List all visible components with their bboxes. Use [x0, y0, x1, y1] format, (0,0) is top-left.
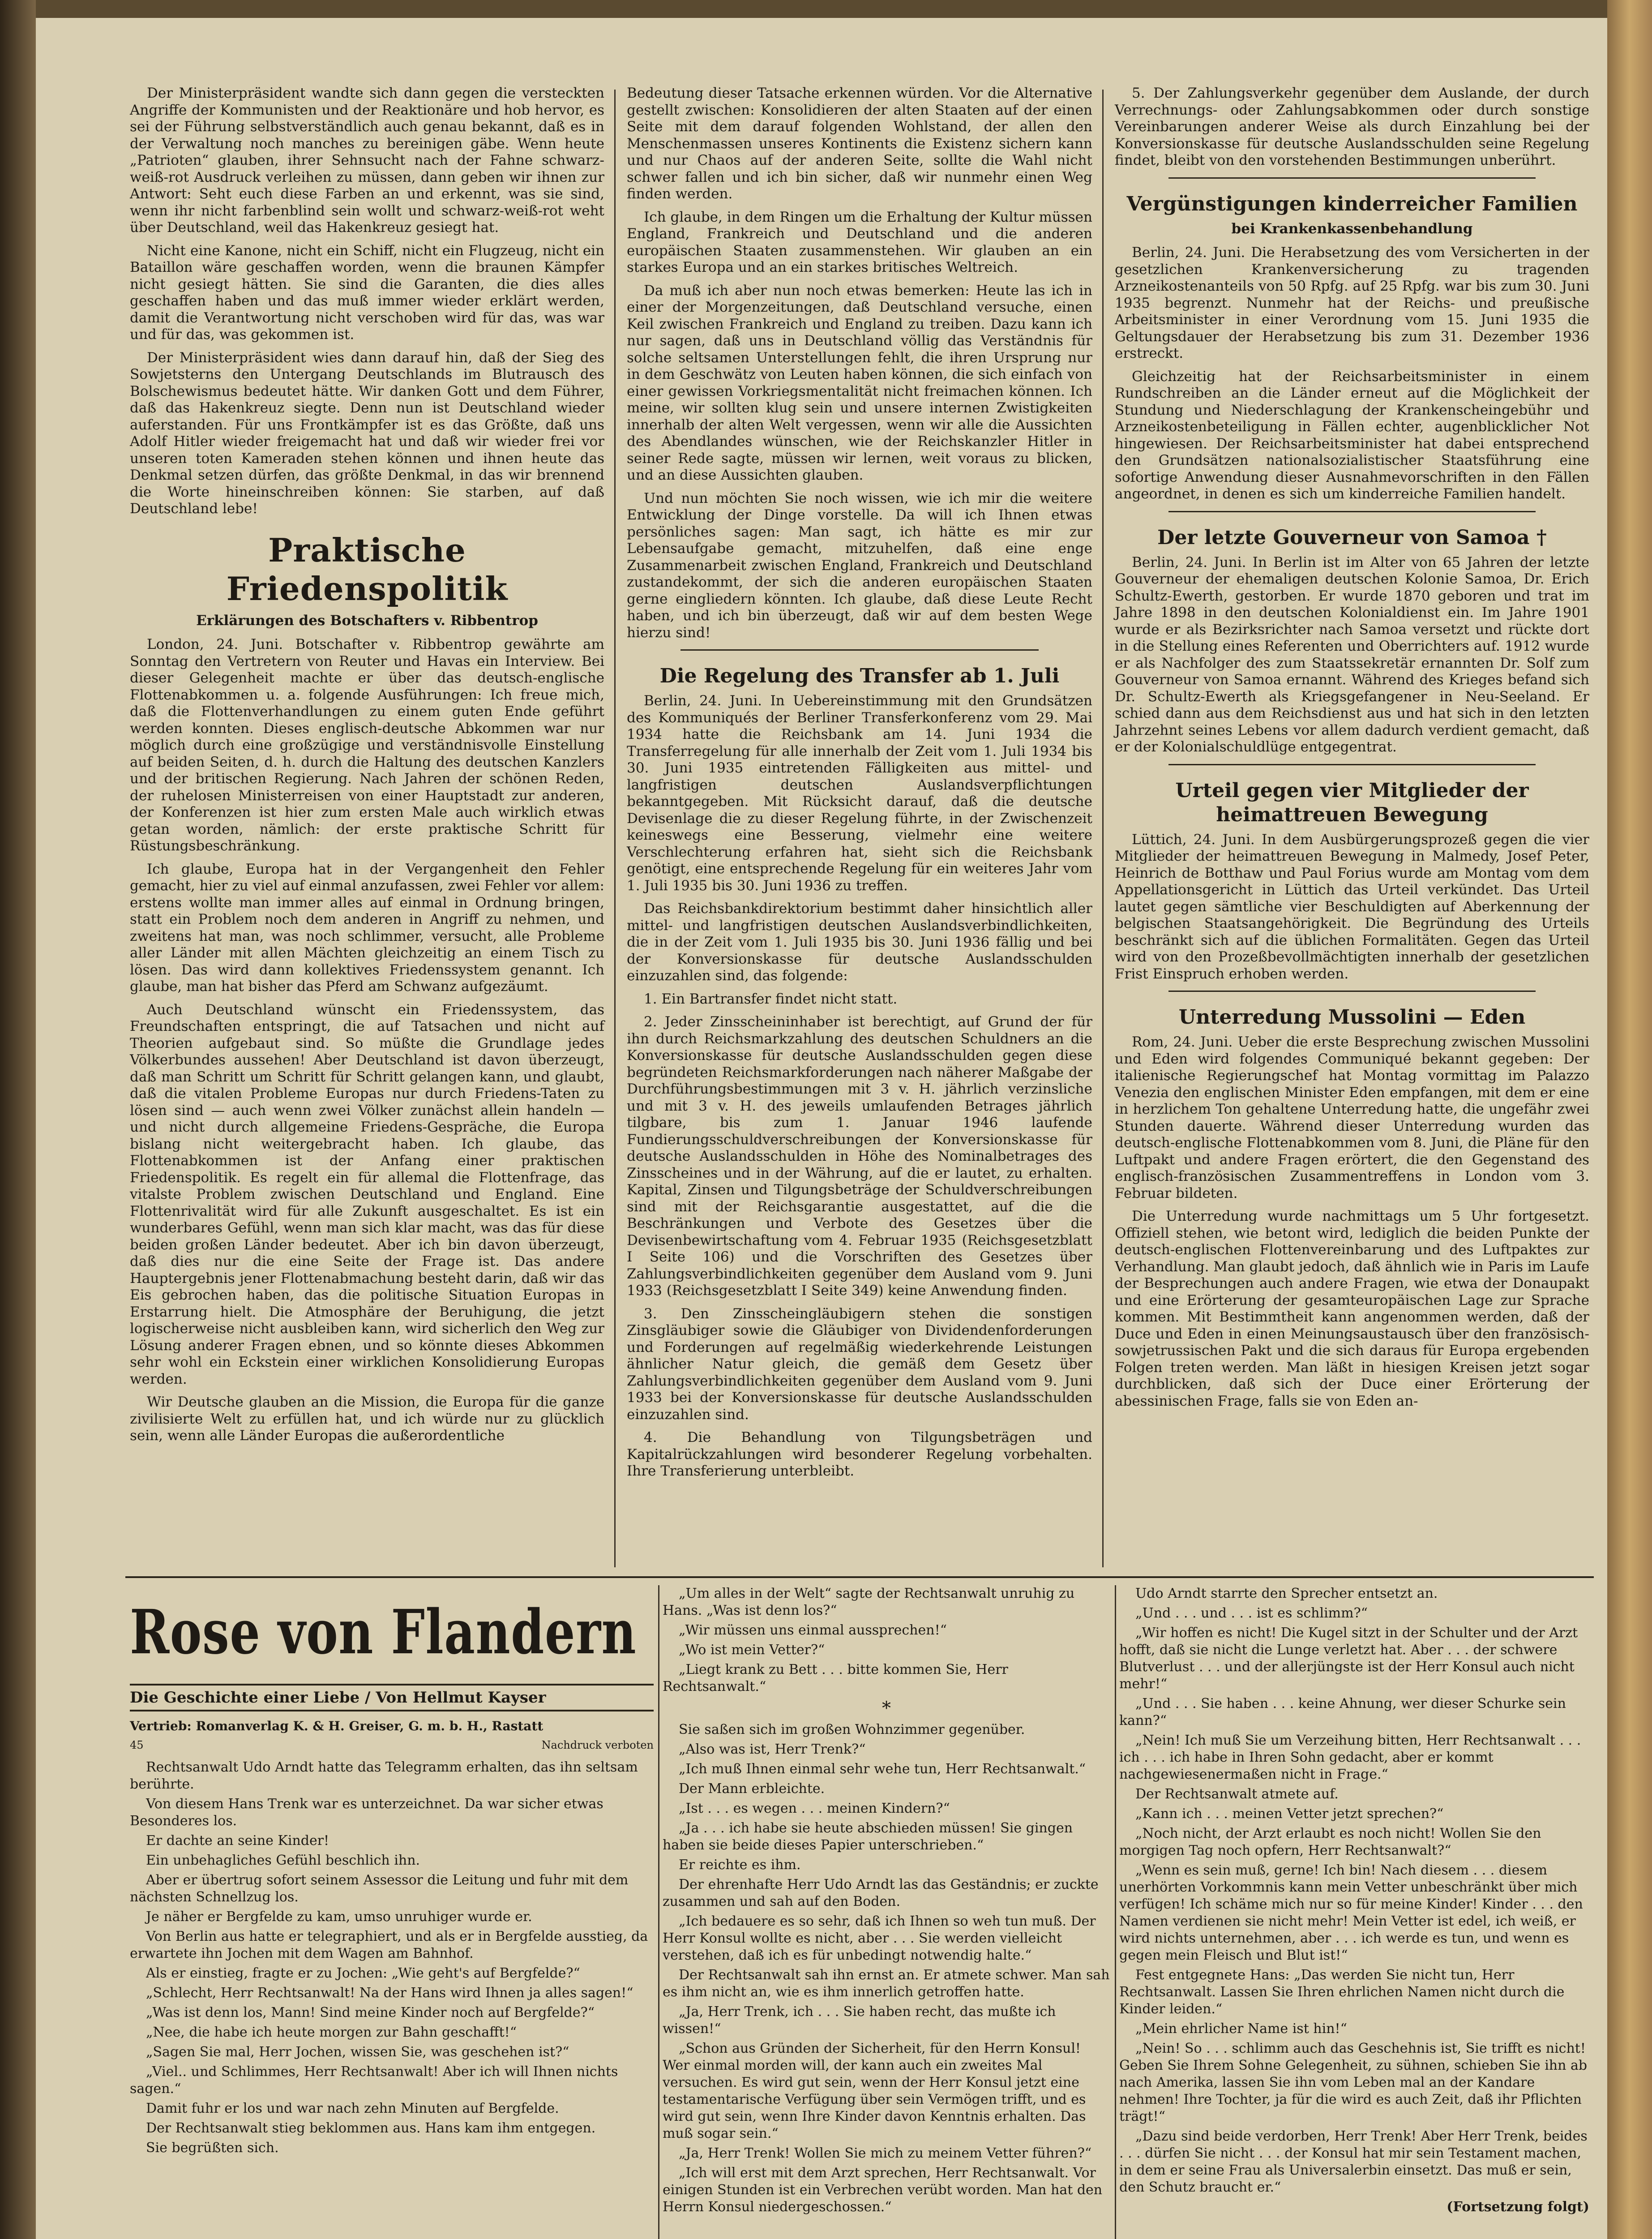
paragraph: 1. Ein Bartransfer findet nicht statt. [644, 991, 898, 1007]
section-rule [125, 1576, 1594, 1578]
paragraph: „Dazu sind beide verdorben, Herr Trenk! Aber Herr Trenk, beides . . . dürfen Sie nicht . . . der Konsul hat mir sein Testament machen, in dem er seine Frau als Universalerbin einsetzt. Das muß er sein, den Schutz braucht er.“ [1119, 2128, 1588, 2195]
paragraph: 3. Den Zinsscheingläubigern stehen die sonstigen Zinsgläubiger sowie die Gläubiger von Dividendenforderungen und Forderungen auf regelmäßig wiederkehrende Leistungen ähnlicher Natur gleich, die gemäß dem Gesetz über Zahlungsverbindlichkeiten gegenüber dem Ausland vom 9. Juni 1933 bei der Konversionskasse für deutsche Auslandsschulden einzuzahlen sind. [627, 1305, 1092, 1423]
paragraph: „Sagen Sie mal, Herr Jochen, wissen Sie, was geschehen ist?“ [146, 2044, 569, 2060]
paragraph: Aber er übertrug sofort seinem Assessor die Leitung und fuhr mit dem nächsten Schnellzug los. [130, 1872, 629, 1905]
page-edge [1607, 0, 1652, 2239]
headline: Der letzte Gouverneur von Samoa † [1157, 526, 1547, 549]
continued-note: (Fortsetzung folgt) [1447, 2199, 1589, 2215]
paragraph: „Ja, Herr Trenk, ich . . . Sie haben recht, das mußte ich wissen!“ [663, 2004, 1056, 2037]
paragraph: „Ja, Herr Trenk! Wollen Sie mich zu meinem Vetter führen?“ [679, 2145, 1092, 2161]
paragraph: Ich glaube, in dem Ringen um die Erhaltung der Kultur müssen England, Frankreich und Deutschland und die anderen europäischen Staaten zusammenstehen. Wir glauben an ein starkes Europa und an ein starkes britisches Weltreich. [627, 209, 1092, 275]
publisher-line: Vertrieb: Romanverlag K. & H. Greiser, G. m. b. H., Rastatt [130, 1719, 544, 1733]
paragraph: „Ist . . . es wegen . . . meinen Kindern?“ [679, 1801, 950, 1816]
paragraph: Da muß ich aber nun noch etwas bemerken: Heute las ich in einer der Morgenzeitungen, daß Deutschland versuche, einen Keil zwischen Frankreich und England zu treiben. Dazu kann ich nur sagen, daß uns in Deutschland völlig das Verständnis für solche seltsamen Unterstellungen fehlt, die ihren Ursprung nur in dem Geschwätz von Leuten haben können, die sich einfach von einer gewissen Vorkriegsmentalität nicht freimachen können. Ich meine, wir sollten klug sein und unsere internen Zwistigkeiten innerhalb der alten Welt vergessen, wenn wir alle die Aussichten des Abendlandes wünschen, wie der Reichskanzler Hitler in seiner Rede sagte, müssen wir lernen, weit voraus zu blicken, und an diese Aussichten glauben. [627, 282, 1092, 483]
paragraph: Sie saßen sich im großen Wohnzimmer gegenüber. [679, 1722, 1025, 1737]
newspaper-page [36, 18, 1607, 2239]
headline: Praktische Friedenspolitik [226, 531, 508, 608]
paragraph: Lüttich, 24. Juni. In dem Ausbürgerungsprozeß gegen die vier Mitglieder der heimattreuen Bewegung in Malmedy, Josef Peter, Heinrich de Botthaw und Paul Forius wurde am Montag vom dem Appellationsgericht in Lüttich das Urteil verkündet. Das Urteil lautet gegen sämtliche vier Beschuldigten auf Aberkennung der belgischen Staatsangehörigkeit. Die Begründung des Urteils beschränkt sich auf die üblichen Formalitäten. Gegen das Urteil wird von den Prozeßbevollmächtigten innerhalb der gesetzlichen Frist Einspruch erhoben werden. [1115, 831, 1589, 982]
paragraph: „Nein! Ich muß Sie um Verzeihung bitten, Herr Rechtsanwalt . . . ich . . . ich habe in Ihren Sohn gedacht, aber er kommt nachgewiesenermaßen nicht in Frage.“ [1119, 1733, 1581, 1782]
column-3 [1115, 85, 1589, 1572]
column-2 [627, 85, 1092, 1572]
paragraph: 2. Jeder Zinsscheininhaber ist berechtigt, auf Grund der für ihn durch Reichsmarkzahlung des deutschen Schuldners an die Konversionskasse für deutsche Auslandsschulden gegen diese begründeten Reichsmarkforderungen nach näherer Maßgabe der Durchführungsbestimmungen mit 3 v. H. jährlich verzinsliche und mit 3 v. H. des jeweils umlaufenden Betrages jährlich tilgbare, bis zum 1. Januar 1946 laufende Fundierungsschuldverschreibungen der Konversionskasse für deutsche Auslandsschulden in Höhe des Nominalbetrages des Zinsscheines und in der Währung, auf die er lautet, zu erhalten. Kapital, Zinsen und Tilgungsbeträge der Schuldverschreibungen sind mit der Reichsgarantie ausgestattet, auf die die Beschränkungen und Verbote des Gesetzes über die Devisenbewirtschaftung vom 4. Februar 1935 (Reichsgesetzblatt I Seite 106) und die Vorschriften des Gesetzes über Zahlungsverbindlichkeiten gegenüber dem Ausland vom 9. Juni 1933 (Reichsgesetzblatt I Seite 349) keine Anwendung finden. [627, 1014, 1092, 1299]
paragraph: „Und . . . Sie haben . . . keine Ahnung, wer dieser Schurke sein kann?“ [1119, 1696, 1566, 1729]
column-rule [1102, 90, 1104, 1567]
divider [1168, 991, 1536, 992]
paragraph: Von Berlin aus hatte er telegraphiert, und als er in Bergfelde ausstieg, da erwartete ihn Jochen mit dem Wagen am Bahnhof. [130, 1929, 648, 1961]
subheadline: Erklärungen des Botschafters v. Ribbentrop [196, 612, 538, 629]
divider [1168, 177, 1536, 179]
paragraph: Als er einstieg, fragte er zu Jochen: „Wie geht's auf Bergfelde?“ [146, 1965, 580, 1981]
serial-title: Rose von Flandern [130, 1596, 637, 1668]
paragraph: London, 24. Juni. Botschafter v. Ribbentrop gewährte am Sonntag den Vertretern von Reuter und Havas ein Interview. Bei dieser Gelegenheit machte er über das deutsch-englische Flottenabkommen u. a. folgende Ausführungen: Ich freue mich, daß die Flottenverhandlungen zu einem guten Ende geführt werden konnten. Dieses englisch-deutsche Abkommen war nur möglich durch eine großzügige und verständnisvolle Einstellung auf beiden Seiten, d. h. durch die Haltung des deutschen Kanzlers und der britischen Regierung. Nach Jahren der schönen Reden, der ruhelosen Ministerreisen von einer Hauptstadt zur anderen, der Konferenzen ist hier zum ersten Male auch wirklich etwas getan worden, nämlich: der erste praktische Schritt für Rüstungsbeschränkung. [130, 636, 604, 854]
section-star: * [882, 1698, 891, 1719]
paragraph: 5. Der Zahlungsverkehr gegenüber dem Auslande, der durch Verrechnungs- oder Zahlungsabkommen oder durch sonstige Vereinbarungen anderer Weise als durch Einzahlung bei der Konversionskasse für deutsche Auslandsschulden seine Regelung findet, bleibt von den vorstehenden Bestimmungen unberührt. [1115, 85, 1589, 168]
paragraph: „Ich will erst mit dem Arzt sprechen, Herr Rechtsanwalt. Vor einigen Stunden ist ein Verbrechen verübt worden. Man hat den Herrn Konsul niedergeschossen.“ [663, 2165, 1103, 2215]
paragraph: Udo Arndt starrte den Sprecher entsetzt an. [1135, 1586, 1438, 1601]
headline: Die Regelung des Transfer ab 1. Juli [659, 665, 1060, 687]
paragraph: Damit fuhr er los und war nach zehn Minuten auf Bergfelde. [146, 2101, 559, 2116]
paragraph: „Liegt krank zu Bett . . . bitte kommen Sie, Herr Rechtsanwalt.“ [663, 1662, 1008, 1694]
subheadline: bei Krankenkassenbehandlung [1231, 220, 1473, 237]
column-rule [614, 90, 616, 1567]
paragraph: „Ich muß Ihnen einmal sehr wehe tun, Herr Rechtsanwalt.“ [679, 1761, 1086, 1777]
paragraph: „Nein! So . . . schlimm auch das Geschehnis ist, Sie trifft es nicht! Geben Sie Ihrem Sohne Gelegenheit, zu sühnen, schieben Sie ihn ab nach Amerika, lassen Sie ihn vom Leben mal an der Kandare nehmen! Ihre Tochter, ja für die wird es auch Zeit, daß ihr Pflichten trägt!“ [1119, 2041, 1588, 2124]
installment-line [130, 1737, 654, 1754]
paragraph: „Wir hoffen es nicht! Die Kugel sitzt in der Schulter und der Arzt hofft, daß sie nicht die Lunge verletzt hat. Aber . . . der schwere Blutverlust . . . und der allerjüngste ist der Herr Konsul auch nicht mehr!“ [1119, 1625, 1578, 1692]
divider [1168, 764, 1536, 765]
paragraph: Von diesem Hans Trenk war es unterzeichnet. Da war sicher etwas Besonderes los. [130, 1796, 603, 1829]
column-1 [130, 85, 604, 1572]
paragraph: Der Rechtsanwalt sah ihn ernst an. Er atmete schwer. Man sah es ihm nicht an, wie es ihm innerlich getroffen hatte. [663, 1967, 1110, 2000]
paragraph: Berlin, 24. Juni. In Berlin ist im Alter von 65 Jahren der letzte Gouverneur der ehemaligen deutschen Kolonie Samoa, Dr. Erich Schultz-Ewerth, gestorben. Er wurde 1870 geboren und trat im Jahre 1898 in den deutschen Kolonialdienst ein. Im Jahre 1901 wurde er als Bezirksrichter nach Samoa versetzt und rückte dort in die Stellung eines Referenten und Oberrichters auf. 1912 wurde er als Nachfolger des zum Staatssekretär ernannten Dr. Solf zum Gouverneur von Samoa ernannt. Während des Krieges befand sich Dr. Schultz-Ewerth als Kriegsgefangener in Neu-Seeland. Er schied dann aus dem Reichsdienst aus und hat sich in den letzten Jahrzehnt seines Lebens vor allem dadurch verdient gemacht, daß er der Kolonialschuldlüge entgegentrat. [1115, 554, 1589, 755]
paragraph: „Wenn es sein muß, gerne! Ich bin! Nach diesem . . . diesem unerhörten Vorkommnis kann mein Vetter unbeschränkt über mich verfügen! Ich schäme mich nur so für meine Kinder! Kinder . . . den Namen verdienen sie nicht mehr! Mein Vetter ist edel, ich weiß, er wird nichts unternehmen, aber . . . ich werde es tun, und wenn es gegen mein Fleisch und Blut ist!“ [1119, 1862, 1583, 1963]
paragraph: Berlin, 24. Juni. In Uebereinstimmung mit den Grundsätzen des Kommuniqués der Berliner Transferkonferenz vom 29. Mai 1934 hatte die Reichsbank am 14. Juni 1934 die Transferregelung für alle innerhalb der Zeit vom 1. Juli 1934 bis 30. Juni 1935 eintretenden Fälligkeiten aus mittel- und langfristigen deutschen Auslandsverpflichtungen bekanntgegeben. Mit Rücksicht darauf, daß die deutsche Devisenlage die zu dieser Regelung führte, in der Zwischenzeit keineswegs eine Besserung, vielmehr eine weitere Verschlechterung erfahren hat, sieht sich die Reichsbank genötigt, eine entsprechende Regelung für ein weiteres Jahr vom 1. Juli 1935 bis 30. Juni 1936 zu treffen. [627, 693, 1092, 894]
column-rule [1115, 1585, 1116, 2239]
headline: Urteil gegen vier Mitglieder der heimattreuen Bewegung [1175, 779, 1529, 826]
paragraph: Der ehrenhafte Herr Udo Arndt las das Geständnis; er zuckte zusammen und sah auf den Boden. [663, 1877, 1099, 1909]
divider [1168, 511, 1536, 512]
paragraph: „Was ist denn los, Mann! Sind meine Kinder noch auf Bergfelde?“ [146, 2005, 595, 2020]
paragraph: Auch Deutschland wünscht ein Friedenssystem, das Freundschaften entspringt, die auf Tatsachen und nicht auf Theorien aufgebaut sind. So müßte die Grundlage jedes Völkerbundes aussehen! Aber Deutschland ist davon überzeugt, daß man Schritt um Schritt für Schritt gelangen kann, und glaubt, daß die vitalen Probleme Europas nur durch Friedens-Taten zu lösen sind — auch wenn zwei Völker zunächst allein handeln — und nicht durch allgemeine Friedens-Gespräche, die Europa bislang nicht weitergebracht haben. Ich glaube, das Flottenabkommen ist der Anfang einer praktischen Friedenspolitik. Es regelt ein für allemal die Flottenfrage, das vitalste Problem zwischen Deutschland und England. Eine Flottenrivalität wird für alle Zukunft ausgeschaltet. Es ist ein wunderbares Gefühl, wenn man sich klar macht, was das für diese beiden großen Länder bedeutet. Aber ich bin davon überzeugt, daß dies nur die eine Seite der Frage ist. Das andere Hauptergebnis jener Flottenabmachung besteht darin, daß wir das Eis gebrochen haben, das die politische Situation Europas in Erstarrung hielt. Die Atmosphäre der Beruhigung, die jetzt logischerweise nicht ausbleiben kann, wird sicherlich den Weg zur Lösung anderer Fragen ebnen, und so könnte dieses Abkommen sehr wohl ein Eckstein einer wirklichen Konsolidierung Europas werden. [130, 1001, 604, 1387]
paragraph: „Kann ich . . . meinen Vetter jetzt sprechen?“ [1135, 1806, 1444, 1822]
feuilleton-column-3 [1119, 1585, 1589, 2239]
paragraph: Die Unterredung wurde nachmittags um 5 Uhr fortgesetzt. Offiziell stehen, wie betont wird, lediglich die beiden Punkte der deutsch-englischen Flottenvereinbarung und des Luftpaktes zur Verhandlung. Man glaubt jedoch, daß ähnlich wie in Paris im Laufe der Besprechungen auch andere Fragen, wie etwa der Donaupakt und eine Erörterung der gesamteuropäischen Lage zur Sprache kommen. Mit Bestimmtheit kann angenommen werden, daß der Duce und Eden in einen Meinungsaustausch über den französisch-sowjetrussischen Pakt und die sich daraus für Europa ergebenden Folgen treten werden. Man läßt in hiesigen Kreisen jetzt sogar durchblicken, daß sich der Duce einer Erörterung der abessinischen Frage, falls sie von Eden an- [1115, 1208, 1589, 1409]
paragraph: „Schlecht, Herr Rechtsanwalt! Na der Hans wird Ihnen ja alles sagen!“ [146, 1985, 633, 2001]
paragraph: Fest entgegnete Hans: „Das werden Sie nicht tun, Herr Rechtsanwalt. Lassen Sie Ihren ehrlichen Namen nicht durch die Kinder leiden.“ [1119, 1967, 1565, 2017]
paragraph: Gleichzeitig hat der Reichsarbeitsminister in einem Rundschreiben an die Länder erneut auf die Möglichkeit der Stundung und Niederschlagung der Krankenscheingebühr und Arzneikostenbeteiligung in Fällen echter, augenblicklicher Not hingewiesen. Der Reichsarbeitsminister hat dabei entsprechend den Grundsätzen nationalsozialistischer Staatsführung eine sofortige Anwendung dieser Ausnahmevorschriften in den Fällen angeordnet, in denen es sich um kinderreiche Familien handelt. [1115, 368, 1589, 502]
paragraph: 4. Die Behandlung von Tilgungsbeträgen und Kapitalrückzahlungen wird besonderer Regelung vorbehalten. Ihre Transferierung unterbleibt. [627, 1429, 1092, 1479]
paragraph: Bedeutung dieser Tatsache erkennen würden. Vor die Alternative gestellt zwischen: Konsolidieren der alten Staaten auf der einen Seite mit dem darauf folgenden Wohlstand, der allen den Menschenmassen unseres Kontinents die Existenz sichern kann und nur Chaos auf der anderen Seite, sollte die Wahl nicht schwer fallen und ich bin sicher, daß wir nunmehr einen Weg finden werden. [627, 85, 1092, 202]
paragraph: „Ja . . . ich habe sie heute abschieden müssen! Sie gingen haben sie beide dieses Papier unterschrieben.“ [663, 1820, 1073, 1853]
paragraph: Er dachte an seine Kinder! [146, 1833, 330, 1849]
paragraph: „Ich bedauere es so sehr, daß ich Ihnen so weh tun muß. Der Herr Konsul wollte es nicht, aber . . . Sie werden vielleicht verstehen, daß ich es für unbedingt notwendig halte.“ [663, 1913, 1096, 1963]
headline: Vergünstigungen kinderreicher Familien [1126, 192, 1578, 215]
paragraph: Rechtsanwalt Udo Arndt hatte das Telegramm erhalten, das ihn seltsam berührte. [130, 1759, 638, 1792]
divider [680, 649, 1039, 651]
installment-number: 45 [130, 1739, 144, 1751]
paragraph: Ich glaube, Europa hat in der Vergangenheit den Fehler gemacht, hier zu viel auf einmal anzufassen, zwei Fehler vor allem: erstens wollte man immer alles auf einmal in Ordnung bringen, statt ein Problem noch dem anderen in Angriff zu nehmen, und zweitens hat man, was noch schlimmer, versucht, alle Probleme aller Länder mit allen Mächten gleichzeitig an einem Tisch zu lösen. Das wird dann kollektives Friedenssystem genannt. Ich glaube, man hat bisher das Pferd am Schwanz aufgezäumt. [130, 861, 604, 995]
paragraph: Der Ministerpräsident wandte sich dann gegen die versteckten Angriffe der Kommunisten und der Reaktionäre und hob hervor, es sei der Führung selbstverständlich auch genau bekannt, daß es in der Verwaltung noch manches zu bereinigen gäbe. Wenn heute „Patrioten“ glauben, ihrer Sehnsucht nach der Fahne schwarz-weiß-rot Ausdruck verleihen zu müssen, dann geben wir ihnen zur Antwort: Seht euch diese Farben an und erkennt, was sie sind, wenn ihr nicht farbenblind sein wollt und schwarz-weiß-rot weht über Deutschland, weil das Hakenkreuz gesiegt hat. [130, 85, 604, 236]
paragraph: Der Rechtsanwalt atmete auf. [1135, 1786, 1339, 1802]
paragraph: „Nee, die habe ich heute morgen zur Bahn geschafft!“ [146, 2025, 517, 2040]
paragraph: „Viel.. und Schlimmes, Herr Rechtsanwalt! Aber ich will Ihnen nichts sagen.“ [130, 2064, 618, 2097]
paragraph: „Also was ist, Herr Trenk?“ [679, 1741, 866, 1757]
paragraph: Berlin, 24. Juni. Die Herabsetzung des vom Versicherten in der gesetzlichen Krankenversicherung zu tragenden Arzneikostenanteils von 50 Rpfg. auf 25 Rpfg. war bis zum 30. Juni 1935 begrenzt. Nunmehr hat der Reichs- und preußische Arbeitsminister in einer Verordnung vom 15. Juni 1935 die Geltungsdauer der Herabsetzung bis zum 31. Dezember 1936 erstreckt. [1115, 244, 1589, 361]
paragraph: Ein unbehagliches Gefühl beschlich ihn. [146, 1853, 420, 1868]
paragraph: Wir Deutsche glauben an die Mission, die Europa für die ganze zivilisierte Welt zu erfüllen hat, und ich würde nur zu glücklich sein, wenn alle Länder Europas die außerordentliche [130, 1394, 604, 1444]
paragraph: Der Mann erbleichte. [679, 1781, 825, 1797]
column-rule [658, 1585, 659, 2239]
paragraph: „Schon aus Gründen der Sicherheit, für den Herrn Konsul! Wer einmal morden will, der kann auch ein zweites Mal versuchen. Es wird gut sein, wenn der Herr Konsul jetzt eine testamentarische Verfügung über sein Vermögen trifft, und es wird gut sein, wenn Ihre Kinder davon Kenntnis erhalten. Das muß sogar sein.“ [663, 2041, 1086, 2141]
serial-subtitle: Die Geschichte einer Liebe / Von Hellmut Kayser [130, 1684, 654, 1711]
paragraph: „Wir müssen uns einmal aussprechen!“ [679, 1622, 947, 1638]
paragraph: Und nun möchten Sie noch wissen, wie ich mir die weitere Entwicklung der Dinge vorstelle. Da will ich Ihnen etwas persönliches sagen: Man sagt, ich hätte es mir zur Lebensaufgabe gemacht, mitzuhelfen, daß eine enge Zusammenarbeit zwischen England, Frankreich und Deutschland zustandekommt, der sich die anderen europäischen Staaten gerne eingliedern könnten. Ich glaube, daß diese Leute Recht haben, und ich bin überzeugt, daß wir auf dem besten Wege hierzu sind! [627, 490, 1092, 641]
paragraph: „Um alles in der Welt“ sagte der Rechtsanwalt unruhig zu Hans. „Was ist denn los?“ [663, 1586, 1075, 1618]
feuilleton-column-2 [663, 1585, 1110, 2239]
paragraph: Sie begrüßten sich. [146, 2140, 279, 2156]
paragraph: Das Reichsbankdirektorium bestimmt daher hinsichtlich aller mittel- und langfristigen deutschen Auslandsverbindlichkeiten, die in der Zeit vom 1. Juli 1935 bis 30. Juni 1936 fällig und bei der Konversionskasse für deutsche Auslandsschulden einzuzahlen sind, das folgende: [627, 901, 1092, 984]
book-binding [0, 0, 36, 2239]
paragraph: Rom, 24. Juni. Ueber die erste Besprechung zwischen Mussolini und Eden wird folgendes Communiqué bekannt gegeben: Der italienische Regierungschef hat Montag vormittag im Palazzo Venezia den englischen Minister Eden empfangen, mit dem er eine in herzlichem Ton gehaltene Unterredung hatte, die ungefähr zwei Stunden dauerte. Während dieser Unterredung wurden das deutsch-englische Flottenabkommen vom 8. Juni, die Pläne für den Luftpakt und andere Fragen erörtert, die den Gegenstand des englisch-französischen Zusammentreffens in London vom 3. Februar bildeten. [1115, 1034, 1589, 1201]
paragraph: Der Rechtsanwalt stieg beklommen aus. Hans kam ihm entgegen. [146, 2120, 596, 2136]
feuilleton-column-1 [130, 1585, 654, 2239]
paragraph: Er reichte es ihm. [679, 1857, 801, 1873]
headline: Unterredung Mussolini — Eden [1178, 1006, 1526, 1029]
paragraph: Je näher er Bergfelde zu kam, umso unruhiger wurde er. [146, 1909, 532, 1925]
reprint-notice: Nachdruck verboten [541, 1739, 654, 1751]
paragraph: Der Ministerpräsident wies dann darauf hin, daß der Sieg des Sowjetsterns den Untergang Deutschlands im Blutrausch des Bolschewismus bedeutet hätte. Wir danken Gott und dem Führer, daß das Hakenkreuz siegte. Denn nun ist Deutschland wieder auferstanden. Für uns Frontkämpfer ist es das Größte, daß uns Adolf Hitler wieder freigemacht hat und daß wir wieder frei vor unseren toten Kameraden stehen können und ihnen heute das Denkmal setzen dürfen, das größte Denkmal, in das wir brennend die Worte hineinschreiben können: Sie starben, auf daß Deutschland lebe! [130, 349, 604, 517]
paragraph: Nicht eine Kanone, nicht ein Schiff, nicht ein Flugzeug, nicht ein Bataillon wäre geschaffen worden, wenn die braunen Kämpfer nicht gesiegt hätten. Sie sind die Garanten, die dies alles geschaffen haben und das muß immer wieder erklärt werden, damit die Verantwortung nicht verschoben wird für das, was war und für das, was gekommen ist. [130, 242, 604, 343]
paragraph: „Wo ist mein Vetter?“ [679, 1642, 825, 1658]
paragraph: „Mein ehrlicher Name ist hin!“ [1135, 2021, 1347, 2037]
paragraph: „Noch nicht, der Arzt erlaubt es noch nicht! Wollen Sie den morgigen Tag noch opfern, Herr Rechtsanwalt?“ [1119, 1826, 1541, 1858]
paragraph: „Und . . . und . . . ist es schlimm?“ [1135, 1605, 1368, 1621]
